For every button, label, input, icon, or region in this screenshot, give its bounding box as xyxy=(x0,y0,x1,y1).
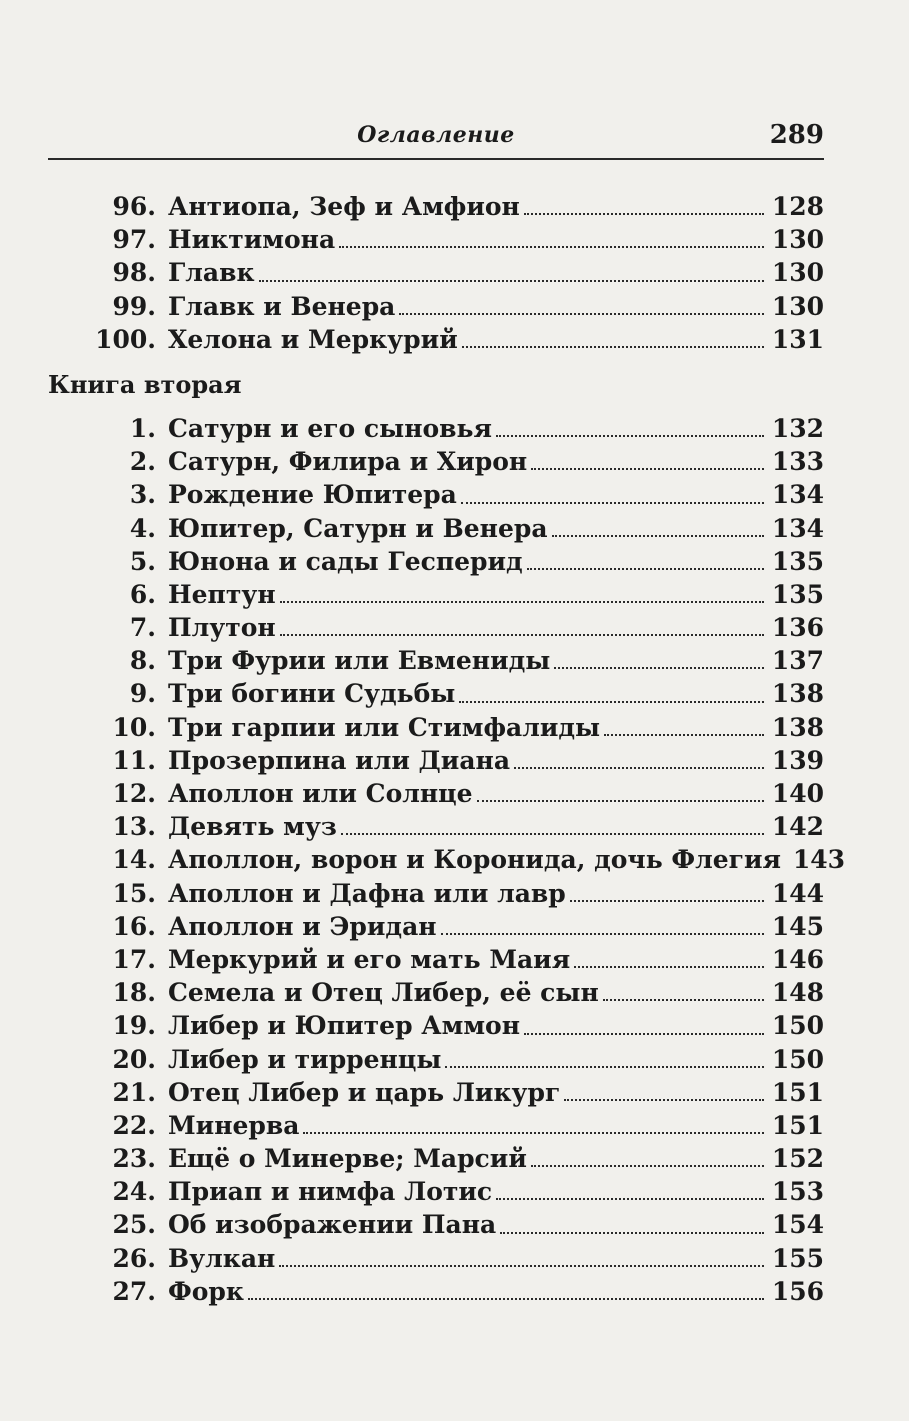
toc-entry xyxy=(88,1109,824,1142)
entry-number: 12. xyxy=(112,779,156,808)
toc-entry xyxy=(88,910,824,943)
toc-entry xyxy=(48,323,824,356)
entry-title: Девять муз xyxy=(168,812,337,842)
dot-leader xyxy=(279,1243,764,1267)
toc-part-two xyxy=(48,412,845,1308)
dot-leader xyxy=(552,513,764,537)
entry-title: Отец Либер и царь Ликург xyxy=(168,1077,561,1107)
toc-entry xyxy=(88,1076,824,1109)
dot-leader xyxy=(461,480,764,504)
entry-number: 25. xyxy=(112,1210,156,1240)
page-header xyxy=(48,118,824,160)
toc-entry xyxy=(88,1208,824,1241)
entry-title: Три богини Судьбы xyxy=(168,679,456,709)
entry-number: 5. xyxy=(129,546,156,576)
toc-entry xyxy=(48,223,824,256)
dot-leader xyxy=(399,291,764,315)
entry-title: Меркурий и его мать Маия xyxy=(168,944,571,974)
entry-number: 19. xyxy=(112,1011,156,1041)
entry-page-number: 152 xyxy=(771,1144,824,1174)
toc-entry xyxy=(88,1242,824,1275)
toc-entry xyxy=(88,578,824,611)
entry-number: 2. xyxy=(129,447,156,477)
entry-page-number: 128 xyxy=(771,192,824,221)
toc-entry xyxy=(88,943,824,976)
dot-leader xyxy=(477,778,764,802)
entry-number: 98. xyxy=(112,258,156,288)
entry-title: Форк xyxy=(168,1276,244,1306)
dot-leader xyxy=(514,745,764,769)
entry-title: Юнона и сады Гесперид xyxy=(168,546,523,576)
entry-page-number: 144 xyxy=(771,878,824,908)
entry-page-number: 138 xyxy=(771,679,824,709)
dot-leader xyxy=(524,191,764,215)
dot-leader xyxy=(280,579,764,603)
toc-part-one xyxy=(48,190,824,356)
dot-leader xyxy=(462,324,764,348)
entry-title: Три гарпии или Стимфалиды xyxy=(168,712,601,742)
toc-entry xyxy=(88,445,824,478)
dot-leader xyxy=(248,1276,764,1300)
toc-entry xyxy=(88,1009,824,1042)
entry-title: Либер и тирренцы xyxy=(168,1044,442,1074)
entry-number: 26. xyxy=(112,1243,156,1273)
entry-title: Рождение Юпитера xyxy=(168,480,457,510)
entry-page-number: 135 xyxy=(771,546,824,576)
dot-leader xyxy=(496,413,764,437)
entry-title: Хелона и Меркурий xyxy=(168,324,458,354)
entry-title: Главк и Венера xyxy=(168,291,396,321)
dot-leader xyxy=(500,1210,764,1234)
toc-entry xyxy=(88,744,824,777)
entry-title: Сатурн, Филира и Хирон xyxy=(168,447,528,477)
dot-leader xyxy=(496,1176,764,1200)
entry-number: 18. xyxy=(112,978,156,1008)
entry-number: 8. xyxy=(129,646,156,676)
entry-page-number: 134 xyxy=(771,480,824,510)
entry-number: 99. xyxy=(112,291,156,321)
entry-title: Вулкан xyxy=(168,1243,276,1273)
entry-page-number: 155 xyxy=(771,1243,824,1273)
dot-leader xyxy=(445,1044,764,1068)
dot-leader xyxy=(531,1143,764,1167)
toc-entry xyxy=(88,1142,824,1175)
dot-leader xyxy=(459,679,764,703)
entry-page-number: 146 xyxy=(771,944,824,974)
entry-page-number: 151 xyxy=(771,1077,824,1107)
dot-leader xyxy=(554,645,764,669)
toc-entry xyxy=(88,677,824,710)
entry-number: 20. xyxy=(112,1044,156,1074)
entry-page-number: 153 xyxy=(771,1177,824,1207)
toc-entry xyxy=(88,478,824,511)
entry-page-number: 138 xyxy=(771,712,824,742)
entry-number: 21. xyxy=(112,1077,156,1107)
toc-entry xyxy=(48,290,824,323)
table-of-contents xyxy=(48,190,845,1308)
entry-number: 96. xyxy=(112,192,156,221)
entry-title: Либер и Юпитер Аммон xyxy=(168,1011,521,1041)
entry-title: Никтимона xyxy=(168,225,336,255)
entry-page-number: 132 xyxy=(771,413,824,443)
entry-number: 11. xyxy=(112,745,156,775)
toc-entry xyxy=(88,711,824,744)
entry-title: Ещё о Минерве; Марсий xyxy=(168,1144,527,1174)
entry-title: Сатурн и его сыновья xyxy=(168,413,492,443)
entry-page-number: 151 xyxy=(771,1110,824,1140)
toc-entry xyxy=(88,976,824,1009)
entry-page-number: 130 xyxy=(771,225,824,255)
entry-page-number: 143 xyxy=(792,845,845,875)
dot-leader xyxy=(531,446,764,470)
running-title: Оглавление xyxy=(357,122,515,148)
entry-page-number: 150 xyxy=(771,1044,824,1074)
entry-page-number: 130 xyxy=(771,291,824,321)
page-number: 289 xyxy=(769,120,824,150)
entry-title: Антиопа, Зеф и Амфион xyxy=(168,192,520,221)
toc-entry xyxy=(88,412,824,445)
entry-number: 15. xyxy=(112,878,156,908)
entry-title: Аполлон и Дафна или лавр xyxy=(168,878,566,908)
entry-number: 6. xyxy=(129,579,156,609)
entry-page-number: 145 xyxy=(771,911,824,941)
entry-title: Прозерпина или Диана xyxy=(168,745,511,775)
dot-leader xyxy=(303,1110,764,1134)
entry-page-number: 134 xyxy=(771,513,824,543)
entry-number: 27. xyxy=(112,1276,156,1306)
entry-number: 22. xyxy=(112,1110,156,1140)
entry-number: 100. xyxy=(95,324,156,354)
entry-number: 4. xyxy=(129,513,156,543)
entry-page-number: 156 xyxy=(771,1276,824,1306)
entry-title: Плутон xyxy=(168,613,276,643)
entry-number: 14. xyxy=(112,845,156,875)
entry-title: Нептун xyxy=(168,579,276,609)
dot-leader xyxy=(339,224,764,248)
entry-number: 16. xyxy=(112,911,156,941)
entry-page-number: 148 xyxy=(771,978,824,1008)
entry-number: 24. xyxy=(112,1177,156,1207)
entry-number: 1. xyxy=(129,413,156,443)
toc-entry xyxy=(88,1175,824,1208)
dot-leader xyxy=(603,977,764,1001)
dot-leader xyxy=(527,546,764,570)
entry-title: Приап и нимфа Лотис xyxy=(168,1177,493,1207)
dot-leader xyxy=(574,944,764,968)
toc-entry xyxy=(48,190,824,223)
toc-entry xyxy=(88,1043,824,1076)
entry-page-number: 131 xyxy=(771,324,824,354)
entry-title: Семела и Отец Либер, её сын xyxy=(168,978,599,1008)
toc-entry xyxy=(88,843,845,876)
entry-number: 10. xyxy=(112,712,156,742)
entry-number: 17. xyxy=(112,944,156,974)
entry-title: Три Фурии или Евмениды xyxy=(168,646,551,676)
toc-entry xyxy=(88,877,824,910)
dot-leader xyxy=(604,712,764,736)
entry-number: 97. xyxy=(112,225,156,255)
dot-leader xyxy=(280,612,764,636)
entry-number: 7. xyxy=(129,613,156,643)
entry-title: Аполлон и Эридан xyxy=(168,911,437,941)
entry-page-number: 130 xyxy=(771,258,824,288)
entry-title: Аполлон или Солнце xyxy=(168,779,473,808)
entry-page-number: 133 xyxy=(771,447,824,477)
entry-page-number: 135 xyxy=(771,579,824,609)
entry-title: Аполлон, ворон и Коронида, дочь Флегия xyxy=(168,845,781,875)
toc-entry xyxy=(88,512,824,545)
dot-leader xyxy=(441,911,764,935)
toc-entry xyxy=(88,810,824,843)
entry-page-number: 150 xyxy=(771,1011,824,1041)
entry-page-number: 154 xyxy=(771,1210,824,1240)
entry-page-number: 137 xyxy=(771,646,824,676)
entry-page-number: 139 xyxy=(771,745,824,775)
entry-page-number: 142 xyxy=(771,812,824,842)
entry-title: Об изображении Пана xyxy=(168,1210,497,1240)
entry-number: 23. xyxy=(112,1144,156,1174)
entry-page-number: 140 xyxy=(771,779,824,808)
entry-number: 3. xyxy=(129,480,156,510)
toc-entry xyxy=(88,611,824,644)
toc-entry xyxy=(88,1275,824,1308)
toc-entry xyxy=(88,545,824,578)
dot-leader xyxy=(259,258,764,282)
entry-page-number: 136 xyxy=(771,613,824,643)
dot-leader xyxy=(564,1077,764,1101)
dot-leader xyxy=(524,1011,764,1035)
entry-number: 13. xyxy=(112,812,156,842)
entry-title: Главк xyxy=(168,258,255,288)
dot-leader xyxy=(341,811,764,835)
toc-entry xyxy=(88,777,824,810)
entry-number: 9. xyxy=(129,679,156,709)
section-heading: Книга вторая xyxy=(48,369,242,399)
dot-leader xyxy=(570,878,764,902)
toc-entry xyxy=(88,644,824,677)
toc-entry xyxy=(48,256,824,289)
entry-title: Юпитер, Сатурн и Венера xyxy=(168,513,548,543)
entry-title: Минерва xyxy=(168,1110,300,1140)
